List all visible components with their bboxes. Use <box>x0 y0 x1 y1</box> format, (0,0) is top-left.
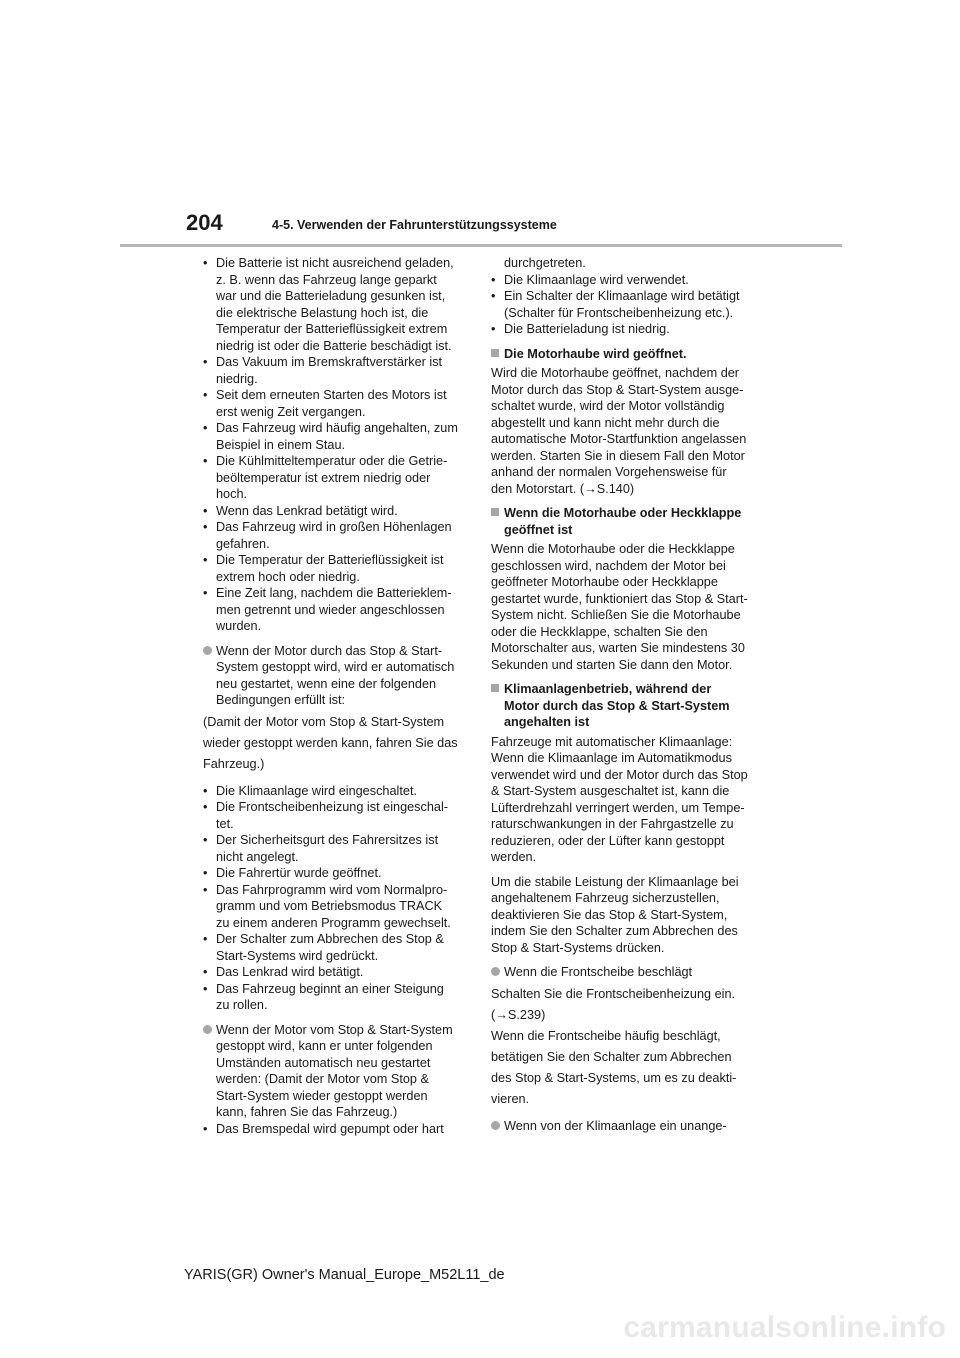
list-item: • Die Batterieladung ist niedrig. <box>491 321 757 338</box>
page-number: 204 <box>186 210 223 235</box>
list-item-continuation: durchgetreten. <box>504 256 586 270</box>
circle-note-restart: Wenn der Motor durch das Stop & Start- System gestoppt wird, wird er automatisch neu gestartet, wenn eine der folgenden Bedingungen erfüllt ist: <box>203 643 469 709</box>
list-item: • Der Schalter zum Abbrechen des Stop & Start-Systems wird gedrückt. <box>203 931 469 964</box>
left-column <box>203 255 469 1137</box>
header-divider <box>120 244 842 247</box>
list-item: • Die Batterie ist nicht ausreichend geladen, z. B. wenn das Fahrzeug lange geparkt war und die Batterieladung gesunken ist, die elektrische Belastung hoch ist, die Temperatur der Batterieflüssigkeit extrem niedrig ist oder die Batterie beschädigt ist. <box>203 255 469 354</box>
paragraph-hood-tailgate: Wenn die Motorhaube oder die Heckklappe geschlossen wird, nachdem der Motor bei geöffneter Motorhaube oder Heckklappe gestartet wurde, funktioniert das Stop & Start- System nicht. Schließen Sie die Motorhaube oder die Heckklappe, schalten Sie den Motorschalter aus, warten Sie mindestens 30 Sekunden und starten Sie dann den Motor. <box>491 542 748 672</box>
list-item: • Das Fahrzeug beginnt an einer Steigung zu rollen. <box>203 981 469 1014</box>
circle-note-auto-restart: Wenn der Motor vom Stop & Start-System gestoppt wird, kann er unter folgenden Umständen automatisch neu gestartet werden: (Damit der Motor vom Stop & Start-System wieder gestoppt werden kann, fahren Sie das Fahrzeug.) <box>203 1022 469 1121</box>
paragraph-hood-opened: Wird die Motorhaube geöffnet, nachdem der Motor durch das Stop & Start-System ausge- schaltet wurde, wird der Motor vollständig abgestellt und kann nicht mehr durch die automatische Motor-Startfunktion angelassen werden. Starten Sie in diesem Fall den Motor anhand der normalen Vorgehensweise für den Motorstart. (→S.140) <box>491 366 747 496</box>
list-item: • Ein Schalter der Klimaanlage wird betätigt (Schalter für Frontscheibenheizung etc.). <box>491 288 757 321</box>
condition-list-2 <box>203 783 469 1014</box>
circle-note-windshield-fog: Wenn die Frontscheibe beschlägt <box>491 964 757 981</box>
list-item: • Die Fahrertür wurde geöffnet. <box>203 865 469 882</box>
list-item: • Das Fahrprogramm wird vom Normalpro- gramm und vom Betriebsmodus TRACK zu einem anderen Programm gewechselt. <box>203 882 469 932</box>
list-item: • Seit dem erneuten Starten des Motors ist erst wenig Zeit vergangen. <box>203 387 469 420</box>
manual-id: YARIS(GR) Owner's Manual_Europe_M52L11_de <box>184 1267 505 1283</box>
heading-hood-tailgate-open: Wenn die Motorhaube oder Heckklappe geöffnet ist <box>491 505 757 538</box>
list-item: • Die Klimaanlage wird verwendet. <box>491 272 757 289</box>
heading-hood-opened: Die Motorhaube wird geöffnet. <box>491 346 757 363</box>
circle-note-climate-odor: Wenn von der Klimaanlage ein unange- <box>491 1118 757 1135</box>
list-item: • Wenn das Lenkrad betätigt wird. <box>203 503 469 520</box>
list-item: • Das Vakuum im Bremskraftverstärker ist niedrig. <box>203 354 469 387</box>
list-item: • Das Bremspedal wird gepumpt oder hart <box>203 1121 469 1138</box>
paragraph-climate-control: Fahrzeuge mit automatischer Klimaanlage: Wenn die Klimaanlage im Automatikmodus verwendet wird und der Motor durch das Stop & Start-System ausgeschaltet ist, kann die Lüfterdrehzahl verringert werden, um Tempe- raturschwankungen in der Fahrgastzelle zu reduzieren, oder der Lüfter kann gestoppt werden. <box>491 734 748 864</box>
watermark: carmanualsonline.info <box>623 1311 946 1344</box>
condition-list-1 <box>203 255 469 635</box>
list-item: • Die Frontscheibenheizung ist eingeschal- tet. <box>203 799 469 832</box>
list-item: • Das Fahrzeug wird in großen Höhenlagen gefahren. <box>203 519 469 552</box>
list-item: • Die Temperatur der Batterieflüssigkeit ist extrem hoch oder niedrig. <box>203 552 469 585</box>
paragraph-windshield-fog: Schalten Sie die Frontscheibenheizung ein. (→S.239) Wenn die Frontscheibe häufig beschlägt, betätigen Sie den Schalter zum Abbrechen des Stop & Start-Systems, um es zu deakti- vieren. <box>491 986 737 1106</box>
heading-climate-control: Klimaanlagenbetrieb, während der Motor durch das Stop & Start-System angehalten ist <box>491 681 757 731</box>
list-item: • Das Fahrzeug wird häufig angehalten, zum Beispiel in einem Stau. <box>203 420 469 453</box>
list-item: • Die Kühlmitteltemperatur oder die Getrie- beöltemperatur ist extrem niedrig oder hoch. <box>203 453 469 503</box>
list-item: • Die Klimaanlage wird eingeschaltet. <box>203 783 469 800</box>
section-title: 4-5. Verwenden der Fahrunterstützungssysteme <box>272 218 557 232</box>
paragraph-climate-stability: Um die stabile Leistung der Klimaanlage bei angehaltenem Fahrzeug sicherzustellen, deaktivieren Sie das Stop & Start-System, indem Sie den Schalter zum Abbrechen des Stop & Start-Systems drücken. <box>491 874 739 955</box>
list-item: • Das Lenkrad wird betätigt. <box>203 964 469 981</box>
list-item: • Eine Zeit lang, nachdem die Batterieklem- men getrennt und wieder angeschlossen wurden. <box>203 585 469 635</box>
list-item: • Der Sicherheitsgurt des Fahrersitzes ist nicht angelegt. <box>203 832 469 865</box>
right-column <box>491 255 757 1134</box>
restart-note: (Damit der Motor vom Stop & Start-System wieder gestoppt werden kann, fahren Sie das Fahrzeug.) <box>203 714 458 771</box>
